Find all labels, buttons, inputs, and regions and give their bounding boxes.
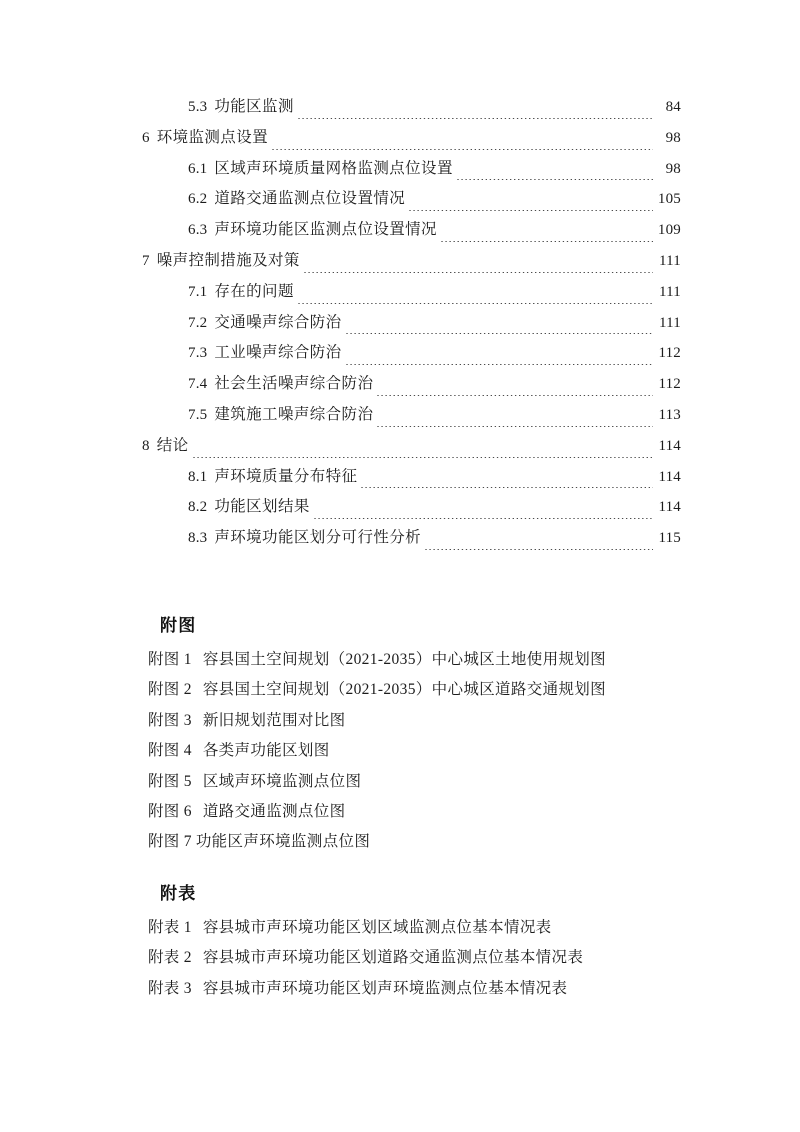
toc-entry-label: 工业噪声综合防治: [214, 344, 342, 362]
toc-dot-leader: [360, 476, 653, 492]
toc-dot-leader: [345, 322, 653, 338]
toc-dot-leader: [303, 261, 653, 277]
appended-table-item-title: 容县城市声环境功能区划区域监测点位基本情况表: [202, 919, 552, 936]
appended-tables-heading: 附表: [160, 884, 197, 903]
appended-table-item-tag: 附表 1: [148, 919, 192, 936]
toc-entry[interactable]: [142, 400, 681, 431]
toc-entry-label: 环境监测点设置: [156, 128, 269, 146]
toc-entry[interactable]: [142, 246, 681, 277]
toc-entry[interactable]: [142, 277, 681, 308]
toc-dot-leader: [456, 168, 653, 184]
toc-entry-page-number: 111: [659, 314, 681, 331]
toc-entry-label: 结论: [156, 436, 189, 454]
toc-entry-label: 区域声环境质量网格监测点位设置: [214, 159, 453, 177]
appended-figure-item[interactable]: [148, 767, 800, 797]
appended-tables-section: [0, 880, 800, 1004]
toc-entry[interactable]: [142, 523, 681, 554]
toc-dot-leader: [271, 138, 653, 154]
appended-table-item[interactable]: [148, 943, 800, 973]
toc-entry[interactable]: [142, 462, 681, 493]
toc-entry-number: 7.3: [188, 345, 208, 362]
appended-figures-list: [0, 645, 800, 858]
toc-dot-leader: [297, 107, 653, 123]
appended-figure-item-title: 各类声功能区划图: [202, 742, 330, 760]
appended-figure-item-tag: 附图 3: [148, 711, 192, 729]
toc-dot-leader: [376, 384, 653, 400]
toc-entry-page-number: 105: [657, 191, 681, 208]
toc-entry-page-number: 109: [657, 222, 681, 239]
toc-entry-label: 存在的问题: [214, 282, 294, 300]
toc-entry-number: 7.2: [188, 314, 208, 331]
toc-entry-page-number: 84: [665, 99, 681, 115]
toc-entry-label: 交通噪声综合防治: [214, 313, 342, 331]
toc-entry[interactable]: [142, 338, 681, 369]
appended-figure-item-tag: 附图 6: [148, 802, 192, 820]
toc-entry-page-number: 98: [665, 160, 681, 177]
appended-figure-item-title: 新旧规划范围对比图: [202, 711, 346, 729]
toc-entry-number: 8.1: [188, 468, 208, 485]
toc-dot-leader: [297, 292, 653, 308]
toc-entry-number: 6.1: [188, 160, 208, 177]
appended-figures-heading: 附图: [160, 616, 197, 635]
toc-entry-label: 功能区划结果: [214, 498, 310, 516]
toc-entry-page-number: 111: [659, 283, 681, 300]
toc-entry-label: 建筑施工噪声综合防治: [214, 405, 374, 423]
toc-entry-label: 道路交通监测点位设置情况: [214, 190, 406, 208]
toc-entry-number: 8.3: [188, 530, 208, 547]
appended-figure-item[interactable]: [148, 675, 800, 705]
toc-entry-label: 社会生活噪声综合防治: [214, 375, 374, 393]
table-of-contents: [142, 92, 681, 554]
appended-figure-item-tag: 附图 2: [148, 681, 192, 699]
toc-entry-number: 6: [142, 129, 150, 146]
toc-dot-leader: [408, 199, 653, 215]
appended-table-item[interactable]: [148, 913, 800, 943]
toc-entry-number: 8.2: [188, 499, 208, 516]
appended-figure-item[interactable]: [148, 645, 800, 675]
appended-figure-item-tag: 附图 7: [148, 833, 192, 851]
toc-entry-label: 声环境功能区监测点位设置情况: [214, 221, 437, 239]
appended-figure-item[interactable]: [148, 706, 800, 736]
appended-table-item-title: 容县城市声环境功能区划声环境监测点位基本情况表: [202, 979, 568, 997]
appended-figure-item-title: 容县国土空间规划（2021-2035）中心城区土地使用规划图: [202, 651, 606, 668]
toc-entry-label: 声环境质量分布特征: [214, 467, 358, 485]
toc-entry[interactable]: [142, 492, 681, 523]
toc-dot-leader: [376, 415, 653, 431]
toc-entry-number: 8: [142, 437, 150, 454]
toc-entry[interactable]: [142, 154, 681, 185]
appended-figure-item-title: 道路交通监测点位图: [202, 802, 346, 820]
appended-figure-item-tag: 附图 4: [148, 742, 192, 760]
appended-figure-item-title: 区域声环境监测点位图: [202, 772, 362, 790]
appended-table-item[interactable]: [148, 974, 800, 1004]
toc-entry[interactable]: [142, 184, 681, 215]
toc-entry-label: 噪声控制措施及对策: [156, 251, 300, 269]
toc-entry[interactable]: [142, 215, 681, 246]
toc-entry[interactable]: [142, 369, 681, 400]
appended-figure-item[interactable]: [148, 736, 800, 766]
appended-tables-list: [0, 913, 800, 1004]
toc-entry-number: 6.3: [188, 222, 208, 239]
toc-entry-number: 7.4: [188, 376, 208, 393]
toc-entry-number: 5.3: [188, 99, 208, 115]
toc-entry-page-number: 112: [658, 376, 681, 393]
toc-entry-page-number: 112: [658, 345, 681, 362]
toc-entry-page-number: 111: [659, 252, 681, 269]
appended-figure-item[interactable]: [148, 827, 800, 857]
appended-figures-section: [0, 612, 800, 858]
toc-entry-label: 功能区监测: [214, 98, 294, 115]
toc-dot-leader: [440, 230, 653, 246]
toc-dot-leader: [424, 538, 653, 554]
toc-entry-page-number: 114: [658, 499, 681, 516]
toc-entry-number: 7.5: [188, 406, 208, 423]
toc-entry-number: 6.2: [188, 191, 208, 208]
appended-table-item-title: 容县城市声环境功能区划道路交通监测点位基本情况表: [202, 949, 584, 967]
toc-entry-number: 7.1: [188, 283, 208, 300]
appended-figure-item-title: 容县国土空间规划（2021-2035）中心城区道路交通规划图: [202, 681, 606, 699]
appended-figure-item-tag: 附图 1: [148, 651, 192, 668]
toc-entry-page-number: 98: [665, 129, 681, 146]
toc-dot-leader: [345, 353, 653, 369]
toc-entry-page-number: 114: [658, 437, 681, 454]
appended-table-item-tag: 附表 2: [148, 949, 192, 967]
appended-table-item-tag: 附表 3: [148, 979, 192, 997]
toc-dot-leader: [192, 446, 653, 462]
appended-figure-item-title: 功能区声环境监测点位图: [195, 833, 371, 851]
toc-entry[interactable]: [142, 431, 681, 462]
toc-entry-page-number: 114: [658, 468, 681, 485]
toc-entry-page-number: 115: [658, 530, 681, 547]
appended-figure-item[interactable]: [148, 797, 800, 827]
toc-dot-leader: [313, 507, 653, 523]
appended-figure-item-tag: 附图 5: [148, 772, 192, 790]
toc-entry[interactable]: [142, 123, 681, 154]
toc-entry[interactable]: [142, 92, 681, 123]
toc-entry[interactable]: [142, 308, 681, 339]
toc-entry-number: 7: [142, 252, 150, 269]
toc-entry-page-number: 113: [658, 406, 681, 423]
toc-entry-label: 声环境功能区划分可行性分析: [214, 529, 422, 547]
